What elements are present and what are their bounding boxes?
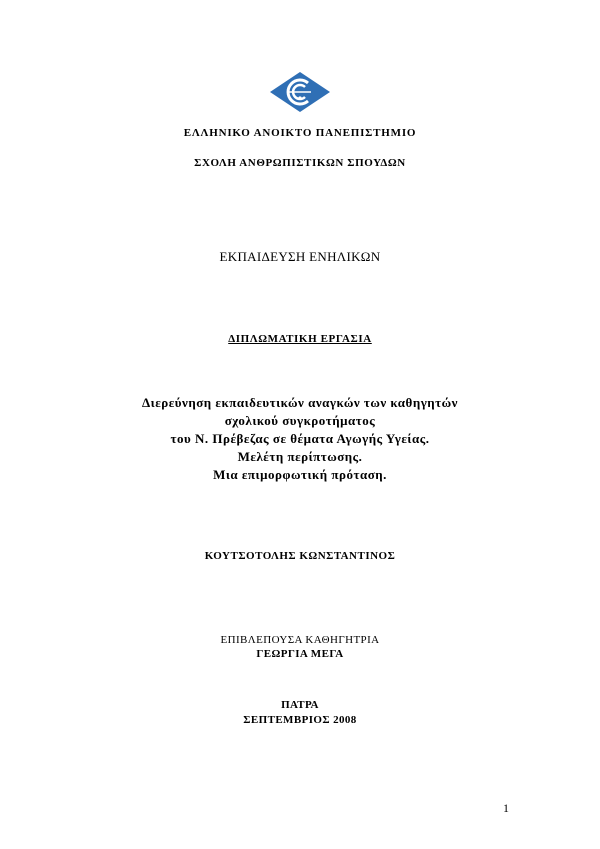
program-name: ΕΚΠΑΙΔΕΥΣΗ ΕΝΗΛΙΚΩΝ bbox=[219, 249, 381, 264]
university-name: ΕΛΛΗΝΙΚΟ ΑΝΟΙΚΤΟ ΠΑΝΕΠΙΣΤΗΜΙΟ bbox=[183, 127, 417, 139]
document-type: ΔΙΠΛΩΜΑΤΙΚΗ ΕΡΓΑΣΙΑ bbox=[228, 333, 372, 345]
place: ΠΑΤΡΑ bbox=[281, 699, 319, 711]
page-number: 1 bbox=[503, 801, 509, 815]
thesis-title bbox=[0, 394, 600, 484]
date: ΣΕΠΤΕΜΒΡΙΟΣ 2008 bbox=[243, 714, 357, 726]
author-name: ΚΟΥΤΣΟΤΟΛΗΣ ΚΩΝΣΤΑΝΤΙΝΟΣ bbox=[204, 550, 396, 562]
thesis-title-line: του Ν. Πρέβεζας σε θέματα Αγωγής Υγείας. bbox=[170, 431, 430, 446]
thesis-title-line: Μια επιμορφωτική πρόταση. bbox=[213, 467, 387, 482]
thesis-title-line: Μελέτη περίπτωσης. bbox=[237, 449, 363, 464]
university-logo-icon bbox=[269, 71, 331, 113]
supervisor-name: ΓΕΩΡΓΙΑ ΜΕΓΑ bbox=[256, 648, 344, 660]
thesis-title-line: Διερεύνηση εκπαιδευτικών αναγκών των καθηγητών bbox=[142, 395, 458, 410]
university-logo-svg bbox=[269, 71, 331, 113]
supervisor-role: ΕΠΙΒΛΕΠΟΥΣΑ ΚΑΘΗΓΗΤΡΙΑ bbox=[220, 634, 380, 646]
thesis-title-line: σχολικού συγκροτήματος bbox=[224, 413, 376, 428]
school-name: ΣΧΟΛΗ ΑΝΘΡΩΠΙΣΤΙΚΩΝ ΣΠΟΥΔΩΝ bbox=[194, 157, 406, 169]
